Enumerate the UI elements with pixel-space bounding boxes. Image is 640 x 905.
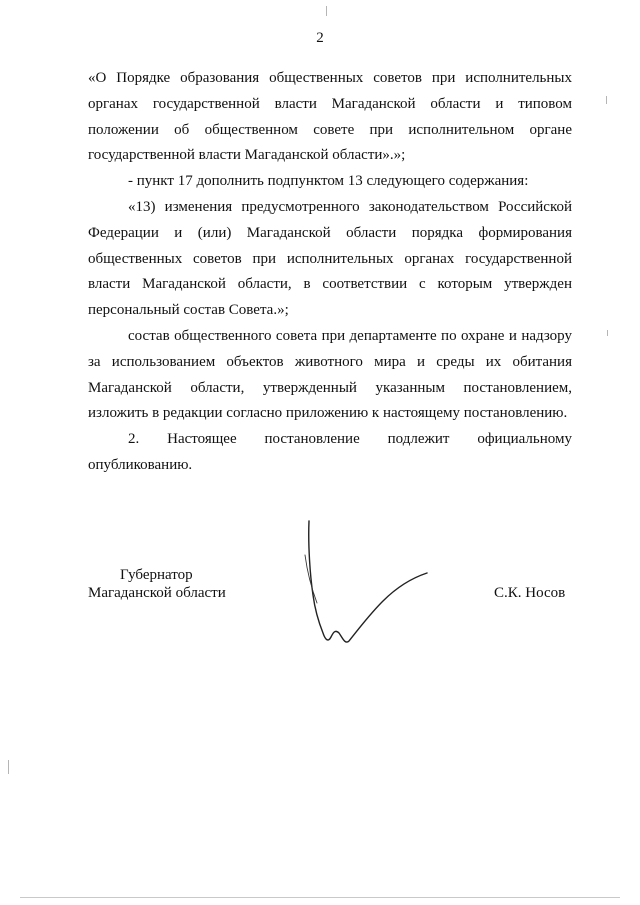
signatory-organization: Магаданской области <box>88 585 226 601</box>
paragraph-amend-point-17: - пункт 17 дополнить подпунктом 13 следующего содержания: <box>128 173 529 190</box>
bottom-scan-edge <box>20 897 620 898</box>
scan-speck <box>326 6 327 16</box>
document-body <box>88 66 572 479</box>
paragraph-quoted-title: «О Порядке образования общественных советов при исполнительных органах государственной власти Магаданской области и типовом положении об общественном совете при исполнительном органе государственной власти Магаданской области».»; <box>88 70 572 164</box>
page-number: 2 <box>316 30 324 46</box>
signatory-position <box>88 566 226 602</box>
paragraph-publication: 2. Настоящее постановление подлежит официальному опубликованию. <box>88 431 572 473</box>
scan-speck <box>607 330 608 336</box>
paragraph-council-composition: состав общественного совета при департаменте по охране и надзору за использованием объектов животного мира и среды их обитания Магаданской области, утвержденный указанным постановлением, изложить в редакции согласно приложению к настоящему постановлению. <box>88 327 572 422</box>
paragraph-subpoint-13: «13) изменения предусмотренного законодательством Российской Федерации и (или) Магаданской области порядка формирования общественных советов при исполнительных органах государственной власти Магаданской области, в соответствии с которым утвержден персональный состав Совета.»; <box>88 198 572 319</box>
scan-speck <box>8 760 9 774</box>
signatory-name: С.К. Носов <box>494 585 566 601</box>
handwritten-signature <box>295 515 435 655</box>
signatory-title: Губернатор <box>120 567 193 583</box>
scan-speck <box>606 96 607 104</box>
